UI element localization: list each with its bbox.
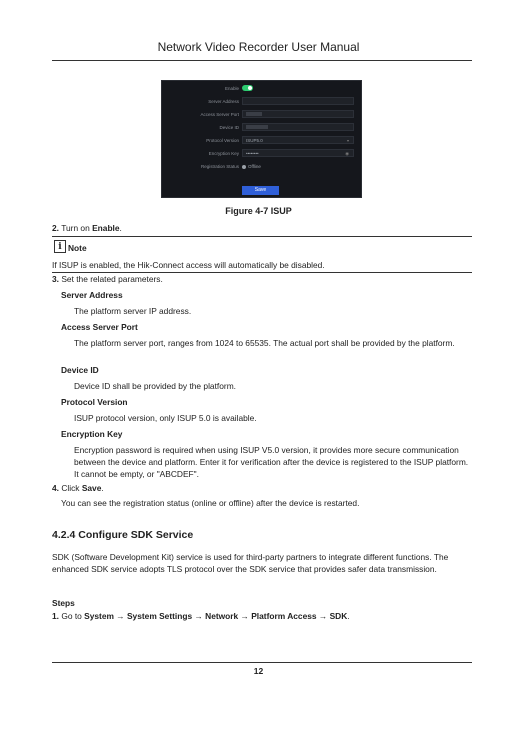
step-4-result: You can see the registration status (online or offline) after the device is restarted. [61,498,360,508]
step-number: 3. [52,274,59,284]
param-name-encryption-key: Encryption Key [61,429,123,439]
step-number: 1. [52,611,59,621]
step-2 [52,222,122,234]
steps-label: Steps [52,598,75,608]
registration-status-label: Registration Status [200,164,239,169]
encryption-key-label: Encryption Key [208,151,239,156]
note-text: If ISUP is enabled, the Hik-Connect access will automatically be disabled. [52,260,325,270]
eye-icon[interactable]: ◉ [345,151,349,156]
param-desc-protocol-version: ISUP protocol version, only ISUP 5.0 is available. [74,413,257,423]
section-paragraph: SDK (Software Development Kit) service is used for third-party partners to integrate different functions. The enhanced SDK service adopts TLS protocol over the SDK service that provides safer data transmission. [52,552,449,574]
note-label: Note [68,243,87,253]
step-4 [52,482,104,494]
note-top-divider [52,236,472,237]
header-divider [52,60,472,61]
step-text: Go to [61,611,85,621]
param-name-server-address: Server Address [61,290,123,300]
encryption-key-row [162,148,363,159]
step-punct: . [347,611,350,621]
device-id-input[interactable] [242,123,354,131]
registration-status-row [162,161,363,172]
server-address-input[interactable] [242,97,354,105]
param-name-protocol-version: Protocol Version [61,397,128,407]
step-text: Click [61,483,82,493]
registration-status-text: Offline [248,164,261,169]
step-text: Set the related parameters. [61,274,163,284]
status-dot-icon [242,165,246,169]
enable-toggle[interactable] [242,85,253,91]
step-text: Turn on [61,223,93,233]
param-desc-device-id: Device ID shall be provided by the platform. [74,381,236,391]
page-number: 12 [253,666,264,676]
step-bold-term: Enable [92,223,120,233]
encryption-key-input[interactable] [242,149,354,157]
param-desc-server-address: The platform server IP address. [74,306,192,316]
step-number: 4. [52,483,59,493]
param-desc-access-server-port: The platform server port, ranges from 1024 to 65535. The actual port shall be provided by the platform. [74,338,455,348]
device-id-row [162,122,363,133]
param-name-device-id: Device ID [61,365,99,375]
server-address-label: Server Address [208,99,239,104]
access-server-port-input[interactable] [242,110,354,118]
step-punct: . [119,223,122,233]
isup-settings-figure [161,80,362,198]
footer-divider [52,662,472,663]
device-id-label: Device ID [219,125,239,130]
step-bold-term: Save [81,483,102,493]
figure-caption: Figure 4-7 ISUP [225,206,292,216]
registration-status-value [242,164,261,169]
step-3 [52,273,163,285]
section-heading: 4.2.4 Configure SDK Service [52,529,194,541]
server-address-row [162,96,363,107]
save-button[interactable]: Save [242,186,279,195]
protocol-version-row [162,135,363,146]
param-name-access-server-port: Access Server Port [61,322,138,332]
step-punct: . [101,483,104,493]
note-icon: i [54,240,66,253]
page-header: Network Video Recorder User Manual [157,40,360,54]
masked-value [246,112,262,116]
access-server-port-row [162,109,363,120]
sdk-step-1 [52,610,350,622]
encryption-key-value: •••••••• [246,151,259,156]
enable-row [162,83,363,94]
step-number: 2. [52,223,59,233]
access-server-port-label: Access Server Port [200,112,239,117]
protocol-version-label: Protocol Version [206,138,239,143]
masked-value [246,125,268,129]
menu-path: System → System Settings → Network → Platform Access → SDK [84,611,348,621]
protocol-version-value: ISUP5.0 [246,138,263,143]
enable-label: Enable [224,86,239,91]
protocol-version-select[interactable] [242,136,354,144]
chevron-down-icon: ▾ [346,138,349,143]
param-desc-encryption-key: Encryption password is required when using ISUP V5.0 version, it provides more secure communication between the device and platform. Enter it for verification after the device is registered to the ISUP platform. It cannot be empty, or "ABCDEF". [74,445,469,479]
